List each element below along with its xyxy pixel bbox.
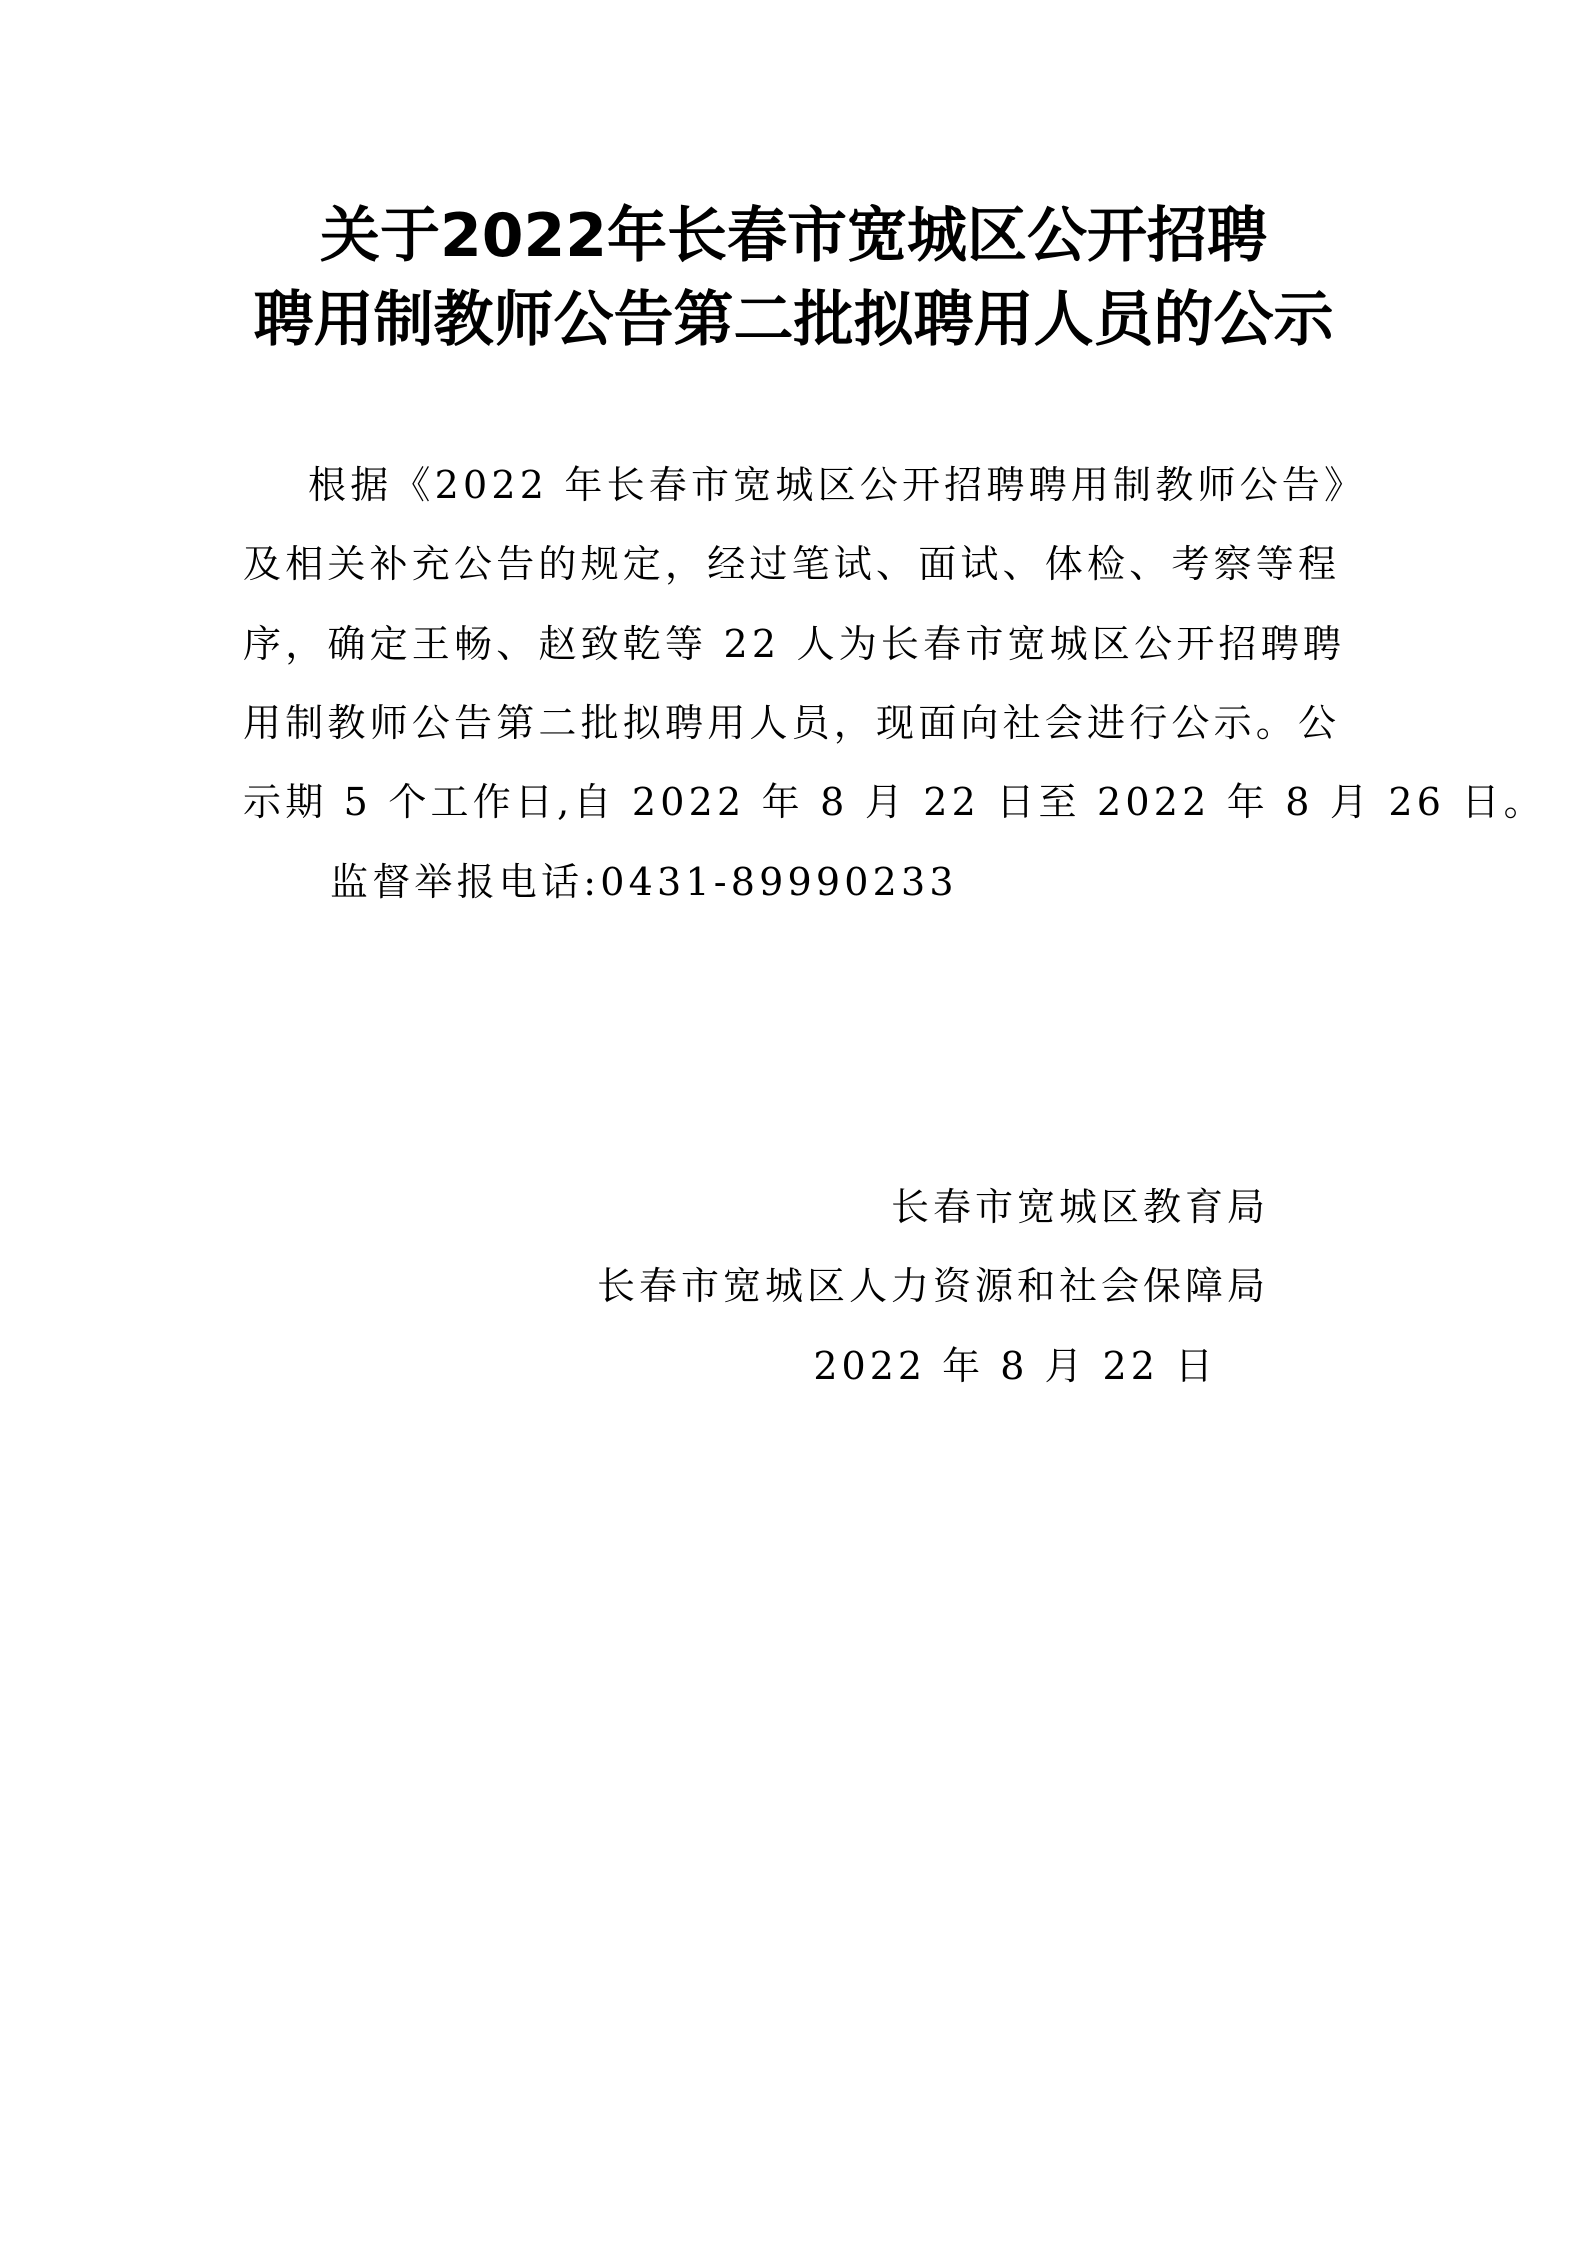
title-line-2: 聘用制教师公告第二批拟聘用人员的公示 <box>253 285 1334 355</box>
signature-org-hr: 长春市宽城区人力资源和社会保障局 <box>596 1264 1269 1308</box>
body-line-1: 根据《2022 年长春市宽城区公开招聘聘用制教师公告》 <box>308 463 1367 507</box>
title-line-1: 关于2022年长春市宽城区公开招聘 <box>320 201 1267 271</box>
body-line-5: 示期 5 个工作日,自 2022 年 8 月 22 日至 2022 年 8 月 26 日。 <box>243 780 1546 824</box>
body-line-4: 用制教师公告第二批拟聘用人员，现面向社会进行公示。公 <box>243 701 1341 745</box>
body-line-2: 及相关补充公告的规定，经过笔试、面试、体检、考察等程 <box>243 542 1341 586</box>
body-line-3: 序，确定王畅、赵致乾等 22 人为长春市宽城区公开招聘聘 <box>243 622 1346 666</box>
signature-org-education: 长春市宽城区教育局 <box>890 1185 1269 1229</box>
hotline-text: 监督举报电话:0431-89990233 <box>330 860 958 904</box>
signature-date: 2022 年 8 月 22 日 <box>813 1344 1217 1388</box>
